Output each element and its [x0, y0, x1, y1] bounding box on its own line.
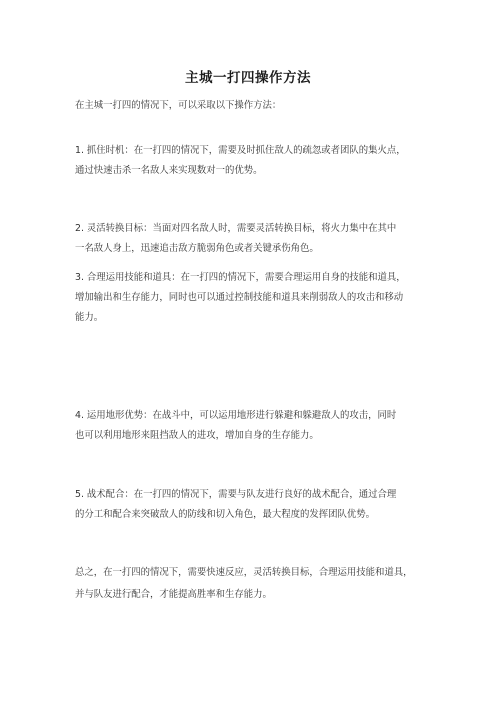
paragraph-line: 增加输出和生存能力，同时也可以通过控制技能和道具来削弱敌人的攻击和移动 [75, 292, 404, 303]
paragraph-line: 能力。 [75, 312, 104, 323]
paragraph-line: 4. 运用地形优势：在战斗中，可以运用地形进行躲避和躲避敌人的攻击，同时 [75, 410, 397, 421]
paragraph-line: 1. 抓住时机：在一打四的情况下，需要及时抓住敌人的疏忽或者团队的集火点， [75, 145, 406, 156]
document-title: 主城一打四操作方法 [185, 70, 311, 86]
paragraph-line: 总之，在一打四的情况下，需要快速反应，灵活转换目标，合理运用技能和道具， [75, 567, 413, 578]
intro-text: 在主城一打四的情况下，可以采取以下操作方法： [75, 100, 282, 111]
paragraph-line: 也可以利用地形来阻挡敌人的进攻，增加自身的生存能力。 [75, 430, 319, 441]
paragraph-4 [75, 406, 427, 446]
paragraph-summary [75, 562, 427, 606]
paragraph-line: 的分工和配合来突破敌人的防线和切入角色，最大程度的发挥团队优势。 [75, 509, 376, 520]
paragraph-line: 通过快速击杀一名敌人来实现数对一的优势。 [75, 165, 263, 176]
paragraph-5 [75, 485, 427, 525]
paragraph-1 [75, 141, 427, 181]
paragraph-line: 并与队友进行配合，才能提高胜率和生存能力。 [75, 589, 272, 600]
paragraph-2 [75, 219, 427, 259]
paragraph-line: 3. 合理运用技能和道具：在一打四的情况下，需要合理运用自身的技能和道具， [75, 272, 406, 283]
paragraph-line: 一名敌人身上，迅速追击敌方脆弱角色或者关键承伤角色。 [75, 243, 319, 254]
paragraph-3 [75, 268, 427, 328]
paragraph-line: 2. 灵活转换目标：当面对四名敌人时，需要灵活转换目标，将火力集中在其中 [75, 223, 397, 234]
paragraph-line: 5. 战术配合：在一打四的情况下，需要与队友进行良好的战术配合，通过合理 [75, 489, 397, 500]
